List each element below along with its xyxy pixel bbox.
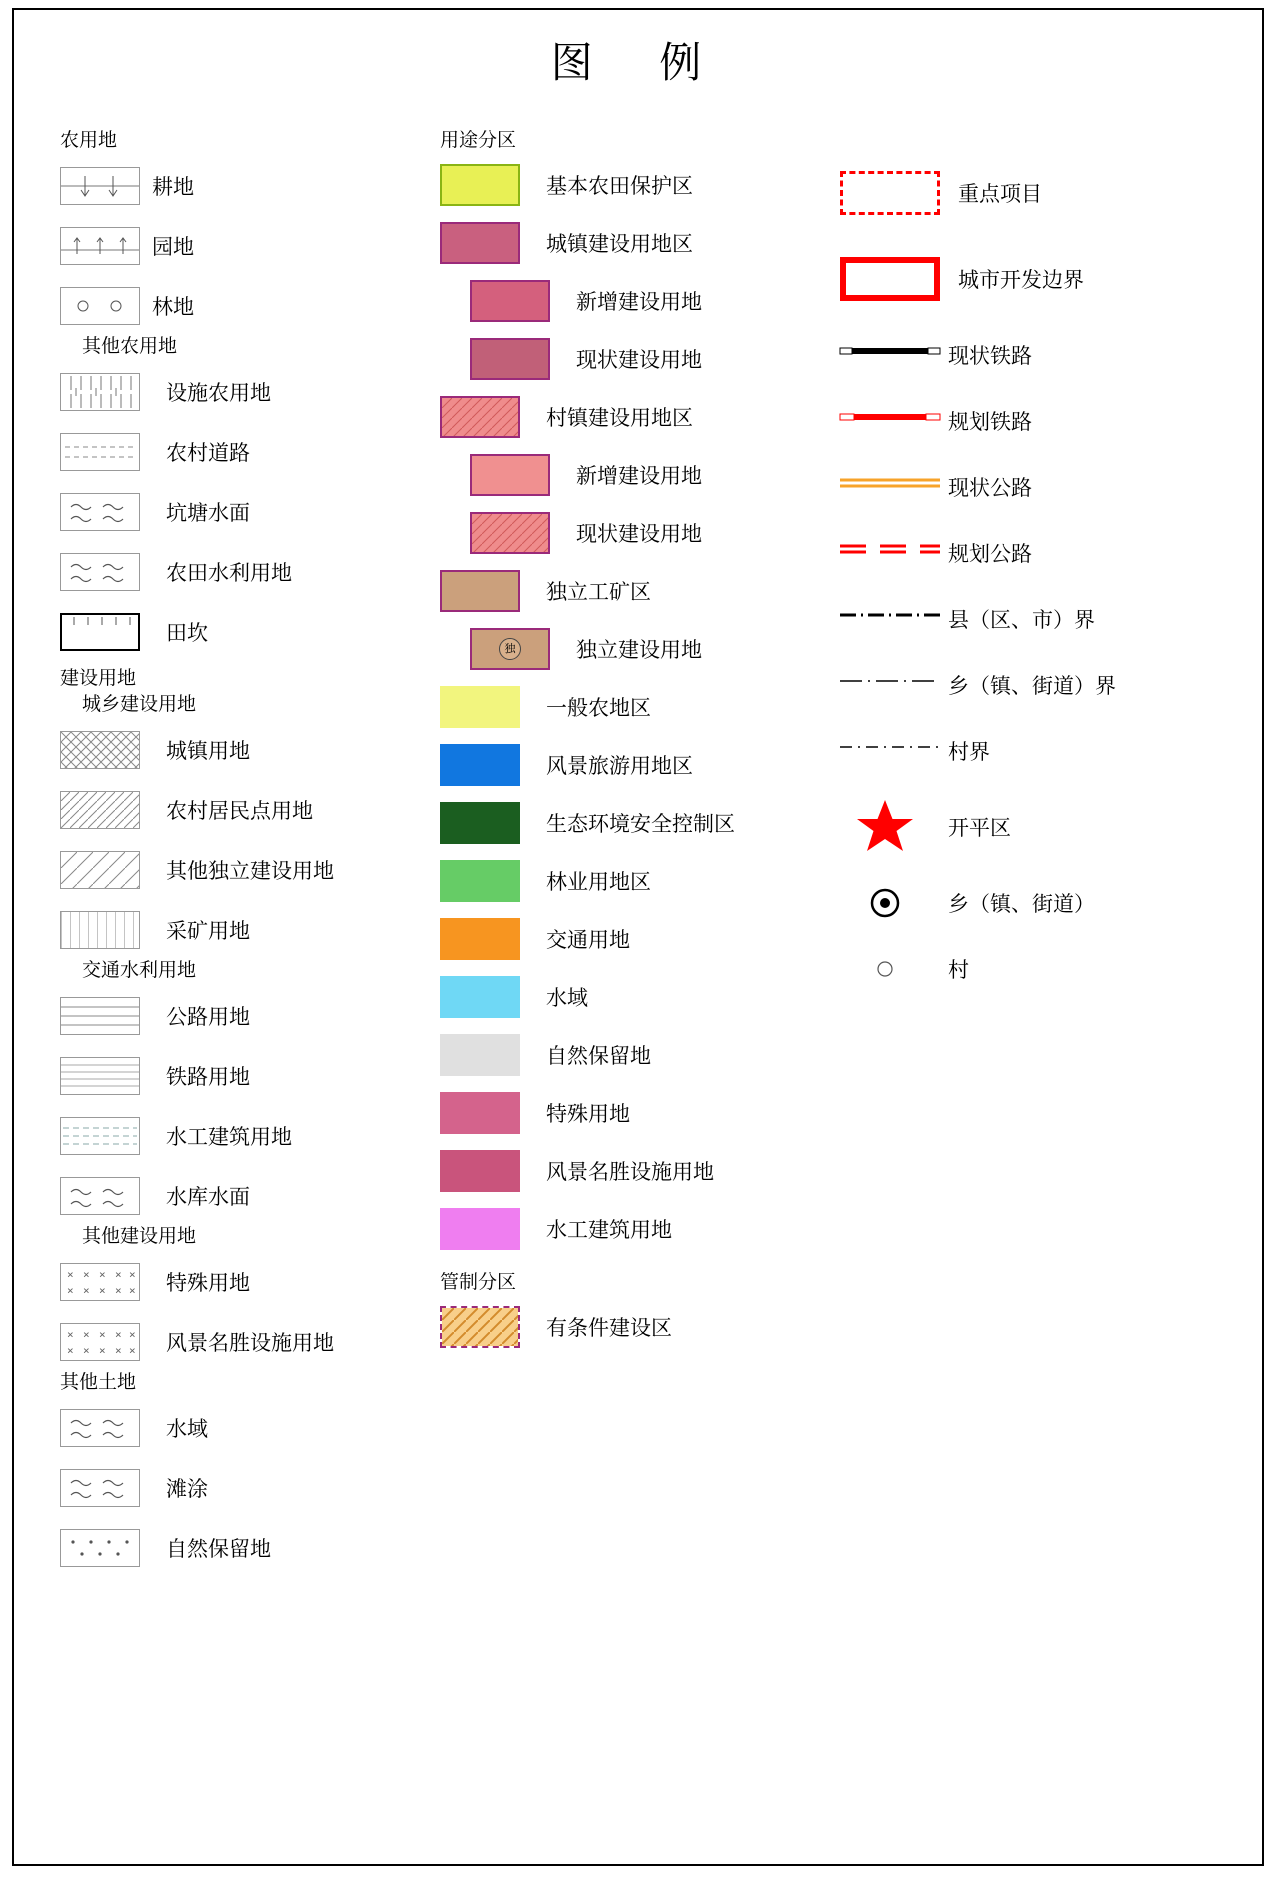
group-heading-agricultural: 农用地 <box>60 130 118 151</box>
legend-label: 县（区、市）界 <box>948 608 1095 632</box>
legend-column-symbols <box>840 150 1240 1002</box>
swatch-tantu <box>60 1469 140 1507</box>
swatch-yuandi <box>60 227 140 265</box>
svg-text:×: × <box>115 1268 122 1281</box>
legend-label: 水库水面 <box>166 1185 250 1209</box>
legend-label: 田坎 <box>166 621 208 645</box>
svg-text:×: × <box>115 1344 122 1357</box>
county-boundary-icon <box>840 607 930 631</box>
group-heading-other-agricultural: 其他农用地 <box>82 336 178 357</box>
legend-label: 风景旅游用地区 <box>546 754 693 778</box>
swatch-chengzhenyongdi <box>60 731 140 769</box>
legend-item-existing-railway[interactable] <box>840 322 1240 388</box>
legend-label: 新增建设用地 <box>576 290 702 314</box>
swatch-new-construction-urban <box>470 280 550 322</box>
legend-item-existing-road[interactable] <box>840 454 1240 520</box>
swatch-caikuang <box>60 911 140 949</box>
legend-label: 城市开发边界 <box>958 268 1084 292</box>
legend-item-zone-17[interactable] <box>440 1142 780 1200</box>
legend-label: 自然保留地 <box>546 1044 651 1068</box>
swatch-gongluyongdi <box>60 997 140 1035</box>
group-heading-transport-water: 交通水利用地 <box>82 960 197 981</box>
legend-label: 城镇建设用地区 <box>546 232 693 256</box>
legend-label: 农村道路 <box>166 441 250 465</box>
legend-item-village-boundary[interactable] <box>840 718 1240 784</box>
svg-text:×: × <box>83 1268 90 1281</box>
group-heading-use-zoning: 用途分区 <box>440 130 517 151</box>
swatch-scenic-tourism <box>440 744 520 786</box>
swatch-existing-construction-village <box>470 512 550 554</box>
road-planned-icon <box>840 541 930 565</box>
legend-item-yuandi[interactable] <box>60 216 380 276</box>
legend-label: 特殊用地 <box>546 1102 630 1126</box>
legend-item-village[interactable] <box>840 936 1240 1002</box>
legend-label: 滩涂 <box>166 1477 208 1501</box>
legend-label: 乡（镇、街道） <box>948 892 1095 916</box>
legend-item-zone-8[interactable] <box>440 620 780 678</box>
svg-text:×: × <box>99 1268 106 1281</box>
swatch-independent-construction <box>470 628 550 670</box>
legend-item-zone-10[interactable] <box>440 736 780 794</box>
village-boundary-icon <box>840 739 930 763</box>
legend-label: 现状建设用地 <box>576 348 702 372</box>
swatch-kengtang <box>60 493 140 531</box>
independent-marker: 独 <box>499 638 521 660</box>
legend-item-shuigongjianzhu[interactable] <box>60 1106 380 1166</box>
swatch-general-farmland <box>440 686 520 728</box>
legend-label: 基本农田保护区 <box>546 174 693 198</box>
legend-item-zone-3[interactable] <box>440 330 780 388</box>
legend-label: 铁路用地 <box>166 1065 250 1089</box>
legend-item-zone-11[interactable] <box>440 794 780 852</box>
legend-item-gongluyongdi[interactable] <box>60 986 380 1046</box>
legend-item-zone-13[interactable] <box>440 910 780 968</box>
legend-item-urban-boundary[interactable] <box>840 236 1240 322</box>
legend-item-planned-road[interactable] <box>840 520 1240 586</box>
legend-label: 重点项目 <box>958 182 1042 206</box>
swatch-transport-land <box>440 918 520 960</box>
legend-label: 农村居民点用地 <box>166 799 313 823</box>
svg-text:×: × <box>99 1284 106 1297</box>
legend-item-planned-railway[interactable] <box>840 388 1240 454</box>
svg-text:×: × <box>83 1284 90 1297</box>
legend-label: 特殊用地 <box>166 1271 250 1295</box>
swatch-fengjingmingsheng <box>60 1323 140 1361</box>
legend-item-zone-15[interactable] <box>440 1026 780 1084</box>
legend-item-zone-5[interactable] <box>440 446 780 504</box>
legend-item-zone-2[interactable] <box>440 272 780 330</box>
group-heading-other-construction: 其他建设用地 <box>82 1226 197 1247</box>
svg-text:×: × <box>67 1284 74 1297</box>
legend-label: 一般农地区 <box>546 696 651 720</box>
legend-item-chengzhenyongdi[interactable] <box>60 720 380 780</box>
page-title: 图 例 <box>550 41 730 87</box>
legend-item-zone-7[interactable] <box>440 562 780 620</box>
svg-text:×: × <box>129 1328 136 1341</box>
legend-item-gengdi[interactable] <box>60 156 380 216</box>
group-heading-urban-rural-construction: 城乡建设用地 <box>82 694 197 715</box>
legend-label: 新增建设用地 <box>576 464 702 488</box>
legend-label: 村镇建设用地区 <box>546 406 693 430</box>
legend-item-kaiping-district[interactable] <box>840 784 1240 870</box>
legend-item-tiankan[interactable] <box>60 602 380 662</box>
legend-label: 风景名胜设施用地 <box>546 1160 714 1184</box>
legend-label: 设施农用地 <box>166 381 271 405</box>
legend-item-conditional-construction[interactable] <box>440 1298 780 1356</box>
legend-item-shishi[interactable] <box>60 362 380 422</box>
legend-item-zone-0[interactable] <box>440 156 780 214</box>
red-star-icon <box>840 800 930 854</box>
swatch-conditional-construction <box>440 1306 520 1348</box>
swatch-village-construction-zone <box>440 396 520 438</box>
svg-text:×: × <box>129 1268 136 1281</box>
legend-label: 林地 <box>152 295 194 319</box>
legend-item-nongcundaolu[interactable] <box>60 422 380 482</box>
svg-text:×: × <box>83 1328 90 1341</box>
legend-label: 水域 <box>166 1417 208 1441</box>
solid-red-rect-icon <box>840 257 940 301</box>
legend-label: 园地 <box>152 235 194 259</box>
svg-text:×: × <box>129 1344 136 1357</box>
swatch-shuigongjianzhu <box>60 1117 140 1155</box>
legend-label: 其他独立建设用地 <box>166 859 334 883</box>
swatch-forestry <box>440 860 520 902</box>
svg-text:×: × <box>67 1268 74 1281</box>
legend-item-key-project[interactable] <box>840 150 1240 236</box>
swatch-independent-mining <box>440 570 520 612</box>
swatch-special-land <box>440 1092 520 1134</box>
legend-item-lindi[interactable] <box>60 276 380 336</box>
swatch-existing-construction-urban <box>470 338 550 380</box>
legend-label: 现状公路 <box>948 476 1032 500</box>
swatch-urban-construction-zone <box>440 222 520 264</box>
legend-item-zone-4[interactable] <box>440 388 780 446</box>
svg-text:×: × <box>67 1344 74 1357</box>
swatch-nongcundaolu <box>60 433 140 471</box>
swatch-shuikushuimian <box>60 1177 140 1215</box>
legend-label: 自然保留地 <box>166 1537 271 1561</box>
legend-column-land-use <box>60 130 380 1578</box>
legend-item-tieluyongdi[interactable] <box>60 1046 380 1106</box>
legend-label: 独立建设用地 <box>576 638 702 662</box>
legend-label: 水工建筑用地 <box>166 1125 292 1149</box>
swatch-tieluyongdi <box>60 1057 140 1095</box>
road-existing-icon <box>840 475 930 499</box>
swatch-gengdi <box>60 167 140 205</box>
swatch-tiankan <box>60 613 140 651</box>
legend-label: 村 <box>948 958 969 982</box>
legend-label: 风景名胜设施用地 <box>166 1331 334 1355</box>
swatch-shuiyu <box>60 1409 140 1447</box>
legend-item-ziranbaoliudi[interactable] <box>60 1518 380 1578</box>
township-boundary-icon <box>840 673 930 697</box>
legend-label: 规划公路 <box>948 542 1032 566</box>
svg-text:×: × <box>115 1284 122 1297</box>
legend-label: 水工建筑用地 <box>546 1218 672 1242</box>
legend-item-township-boundary[interactable] <box>840 652 1240 718</box>
legend-item-township[interactable] <box>840 870 1240 936</box>
legend-label: 乡（镇、街道）界 <box>948 674 1116 698</box>
legend-item-zone-6[interactable] <box>440 504 780 562</box>
legend-item-zone-1[interactable] <box>440 214 780 272</box>
legend-item-qitaduli[interactable] <box>60 840 380 900</box>
legend-label: 坑塘水面 <box>166 501 250 525</box>
swatch-lindi <box>60 287 140 325</box>
dashed-red-rect-icon <box>840 171 940 215</box>
legend-label: 农田水利用地 <box>166 561 292 585</box>
swatch-natural-reserve <box>440 1034 520 1076</box>
legend-item-kengtang[interactable] <box>60 482 380 542</box>
legend-label: 村界 <box>948 740 990 764</box>
swatch-water-area <box>440 976 520 1018</box>
legend-column-zoning <box>440 130 780 1356</box>
legend-label: 采矿用地 <box>166 919 250 943</box>
swatch-ecological-control <box>440 802 520 844</box>
legend-label: 生态环境安全控制区 <box>546 812 735 836</box>
legend-label: 规划铁路 <box>948 410 1032 434</box>
legend-item-zone-9[interactable] <box>440 678 780 736</box>
legend-label: 林业用地区 <box>546 870 651 894</box>
swatch-ziranbaoliudi <box>60 1529 140 1567</box>
legend-item-fengjingmingsheng[interactable] <box>60 1312 380 1372</box>
legend-label: 有条件建设区 <box>546 1316 672 1340</box>
swatch-nongtianshuili <box>60 553 140 591</box>
legend-label: 公路用地 <box>166 1005 250 1029</box>
svg-text:×: × <box>67 1328 74 1341</box>
swatch-basic-farmland <box>440 164 520 206</box>
legend-label: 耕地 <box>152 175 194 199</box>
railway-planned-icon <box>840 409 930 433</box>
svg-text:×: × <box>99 1344 106 1357</box>
legend-item-shuikushuimian[interactable] <box>60 1166 380 1226</box>
legend-label: 水域 <box>546 986 588 1010</box>
circle-dot-icon <box>840 891 930 915</box>
group-heading-other-land: 其他土地 <box>60 1372 137 1393</box>
legend-label: 开平区 <box>948 816 1011 840</box>
legend-item-shuiyu[interactable] <box>60 1398 380 1458</box>
small-circle-icon <box>840 957 930 981</box>
legend-item-nongtianshuili[interactable] <box>60 542 380 602</box>
swatch-new-construction-village <box>470 454 550 496</box>
legend-item-zone-14[interactable] <box>440 968 780 1026</box>
legend-item-zone-12[interactable] <box>440 852 780 910</box>
legend-label: 现状建设用地 <box>576 522 702 546</box>
swatch-scenic-facility <box>440 1150 520 1192</box>
legend-item-caikuang[interactable] <box>60 900 380 960</box>
group-heading-control-zoning: 管制分区 <box>440 1272 517 1293</box>
swatch-teshuyongdi <box>60 1263 140 1301</box>
swatch-qitaduli <box>60 851 140 889</box>
legend-item-zone-18[interactable] <box>440 1200 780 1258</box>
legend-item-nongcunjumin[interactable] <box>60 780 380 840</box>
group-heading-construction: 建设用地 <box>60 668 137 689</box>
svg-text:×: × <box>129 1284 136 1297</box>
legend-label: 独立工矿区 <box>546 580 651 604</box>
svg-text:×: × <box>99 1328 106 1341</box>
legend-label: 现状铁路 <box>948 344 1032 368</box>
legend-item-zone-16[interactable] <box>440 1084 780 1142</box>
railway-existing-icon <box>840 343 930 367</box>
legend-label: 交通用地 <box>546 928 630 952</box>
legend-item-tantu[interactable] <box>60 1458 380 1518</box>
legend-item-teshuyongdi[interactable] <box>60 1252 380 1312</box>
swatch-shishi <box>60 373 140 411</box>
legend-label: 城镇用地 <box>166 739 250 763</box>
swatch-hydraulic-structure <box>440 1208 520 1250</box>
swatch-nongcunjumin <box>60 791 140 829</box>
svg-text:×: × <box>83 1344 90 1357</box>
svg-text:×: × <box>115 1328 122 1341</box>
legend-item-county-boundary[interactable] <box>840 586 1240 652</box>
